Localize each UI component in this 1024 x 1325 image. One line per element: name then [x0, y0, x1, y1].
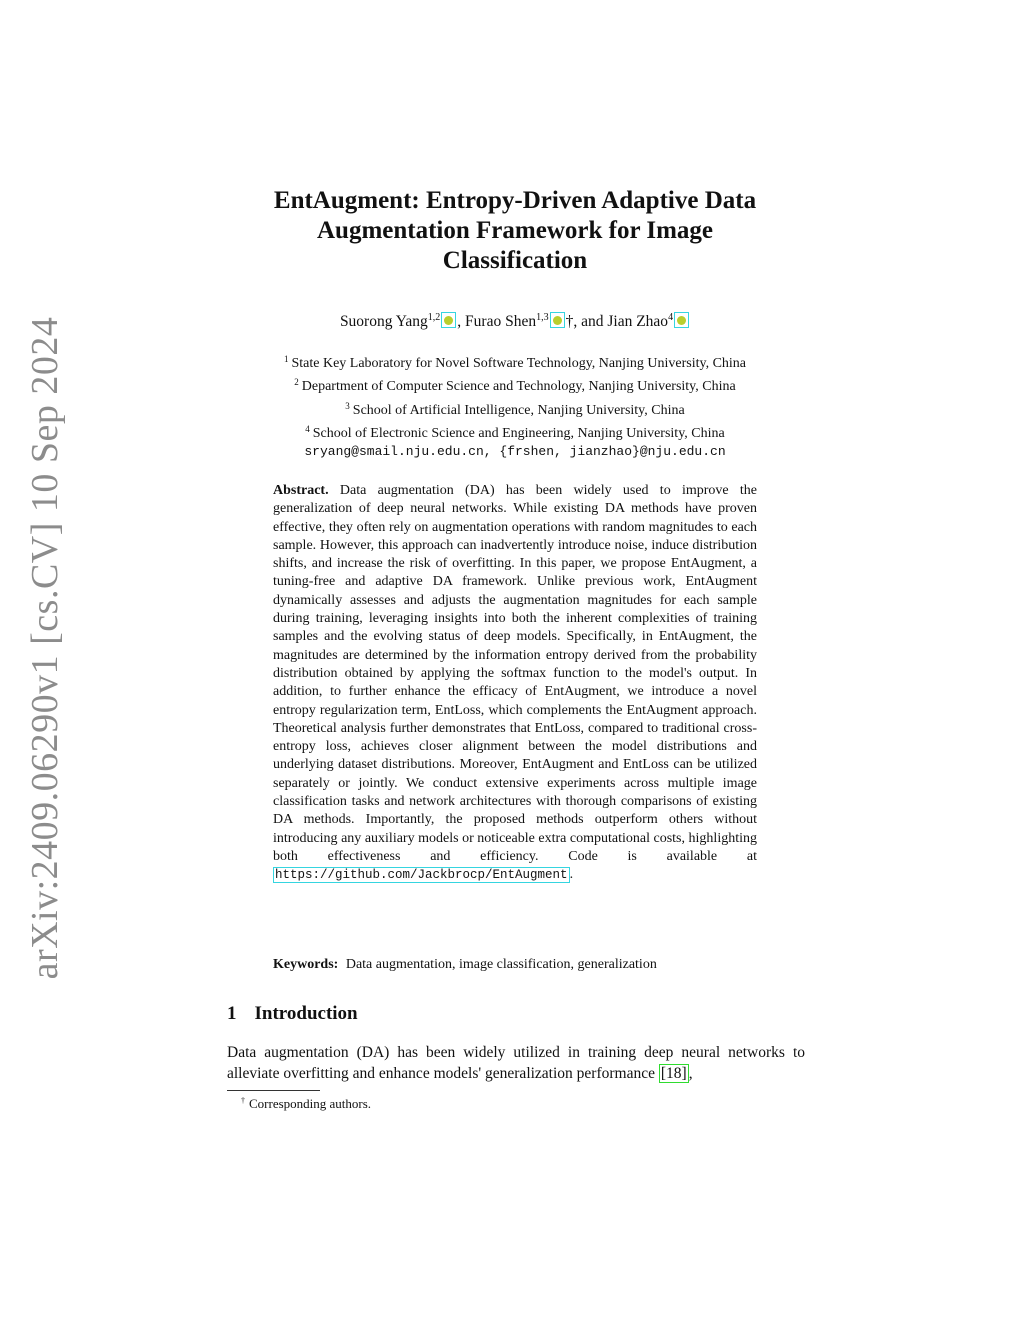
author-affiliation-sup: 4 [668, 312, 674, 323]
affiliation-line [200, 397, 830, 420]
code-link[interactable]: https://github.com/Jackbrocp/EntAugment [275, 868, 568, 883]
affiliation-line [200, 420, 830, 443]
affiliation-list [200, 350, 830, 461]
keywords-label: Keywords: [273, 957, 339, 972]
footnote [241, 1096, 371, 1112]
title-line: EntAugment: Entropy-Driven Adaptive Data [273, 187, 757, 214]
author-separator: , [457, 313, 466, 330]
section-title: Introduction [254, 1003, 358, 1024]
corresponding-mark: † [565, 313, 574, 330]
abstract [273, 482, 757, 885]
citation-number: 18 [666, 1064, 682, 1082]
affiliation-text: Department of Computer Science and Technology, Nanjing University, China [301, 379, 736, 395]
affiliation-number: 2 [294, 377, 299, 388]
abstract-label: Abstract. [273, 483, 329, 498]
author-list [200, 312, 830, 331]
paper-title [200, 186, 830, 276]
author-affiliation-sup: 1,3 [536, 312, 549, 323]
orcid-icon[interactable] [441, 312, 456, 328]
affiliation-text: School of Artificial Intelligence, Nanjing University, China [352, 402, 685, 418]
section-number: 1 [227, 1003, 237, 1024]
arxiv-identifier-stamp: arXiv:2409.06290v1 [cs.CV] 10 Sep 2024 [24, 316, 66, 980]
author-name: Suorong Yang [339, 313, 428, 330]
footnote-text: Corresponding authors. [249, 1096, 372, 1111]
affiliation-text: State Key Laboratory for Novel Software Technology, Nanjing University, China [291, 356, 747, 371]
section-heading [227, 1003, 358, 1025]
abstract-end: . [569, 867, 574, 883]
author-emails: sryang@smail.nju.edu.cn, {frshen, jianzhao}@nju.edu.cn [304, 444, 726, 460]
title-line: Classification [442, 247, 588, 274]
keywords [273, 957, 793, 973]
footnote-rule [227, 1090, 320, 1091]
affiliation-text: School of Electronic Science and Engineering, Nanjing University, China [312, 425, 725, 441]
orcid-icon[interactable] [674, 312, 689, 328]
footnote-mark: † [241, 1096, 245, 1105]
affiliation-line [200, 350, 830, 373]
intro-end: , [688, 1064, 693, 1082]
affiliation-number: 4 [305, 423, 310, 434]
intro-text: Data augmentation (DA) has been widely utilized in training deep neural networks to alleviate overfitting and enhance models' generalization performance [227, 1044, 805, 1082]
affiliation-line [200, 373, 830, 396]
orcid-icon[interactable] [550, 312, 565, 328]
keywords-text: Data augmentation, image classification, generalization [345, 957, 657, 972]
affiliation-number: 1 [283, 354, 289, 364]
abstract-text: Data augmentation (DA) has been widely used to improve the generalization of deep neural networks. While existing DA methods have proven effective, they often rely on augmentation operations with random magnitudes to each sample. However, this approach can inadvertently introduce noise, induce distribution shifts, and increase the risk of overfitting. In this paper, we propose EntAugment, a tuning-free and adaptive DA framework. Unlike previous work, EntAugment dynamically assesses and adjusts the augmentation magnitudes for each sample during training, leveraging insights into both the inherent complexities of training samples and the evolving status of deep models. Specifically, in EntAugment, the magnitudes are determined by the information entropy derived from the probability distribution obtained by applying the softmax function to the model's output. In addition, to further enhance the efficacy of EntAugment, we introduce a novel entropy regularization term, EntLoss, which complements the EntAugment approach. Theoretical analysis further demonstrates that EntLoss, compared to traditional cross-entropy loss, achieves closer alignment between the model distributions and underlying dataset distributions. Moreover, EntAugment and EntLoss can be utilized separately or jointly. We conduct extensive experiments across multiple image classification tasks and network architectures with thorough comparisons of existing DA methods. Importantly, the proposed methods outperform others without introducing any auxiliary models or noticeable extra computational costs, highlighting both effectiveness and efficiency. Code is available at [273, 483, 758, 864]
intro-paragraph [227, 1043, 805, 1084]
author-affiliation-sup: 1,2 [427, 312, 441, 323]
author-name: Jian Zhao [607, 313, 669, 330]
title-line: Augmentation Framework for Image [317, 217, 713, 244]
affiliation-number: 3 [345, 400, 350, 411]
author-separator: , and [573, 313, 608, 330]
author-name: Furao Shen [465, 313, 537, 330]
citation-link[interactable]: [18] [660, 1064, 687, 1082]
